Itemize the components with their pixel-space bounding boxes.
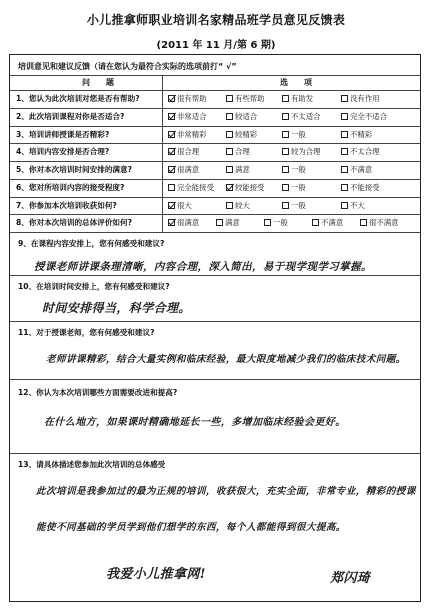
checkbox[interactable] [341,113,348,120]
rating-option-label: 不能接受 [350,182,380,192]
rating-question-4: 4、培训内容安排是否合理? [16,147,110,157]
rating-option-4-3[interactable] [282,148,321,155]
rating-option-label: 完全不适合 [350,111,387,121]
rating-question-5: 5、你对本次培训时间安排的满意? [16,165,132,174]
rating-option-label: 不太适合 [291,111,321,121]
rating-option-3-1[interactable] [168,131,207,138]
rating-option-label: 一般 [291,182,306,192]
rating-option-7-3[interactable] [282,202,306,209]
rating-option-6-3[interactable] [282,184,306,191]
answer-13-line-2: 能使不同基础的学员学到他们想学的东西，每个人都能得到很大提高。 [36,522,346,533]
rating-option-label: 有些帮助 [235,94,265,103]
checkbox[interactable] [341,131,348,138]
checkbox[interactable] [282,95,289,102]
checkbox[interactable] [282,184,289,191]
rating-question-1: 1、您认为此次培训对您是否有帮助? [16,94,140,103]
signature: 郑闪琦 [330,571,371,586]
checkbox[interactable] [282,148,289,155]
rating-option-4-4[interactable] [341,148,380,155]
rating-option-7-4[interactable] [341,202,365,209]
rating-option-3-2[interactable] [226,131,257,138]
rating-option-label: 一般 [291,200,306,210]
rating-option-label: 较精彩 [235,129,258,139]
checkbox[interactable] [226,131,233,138]
rating-option-label: 一般 [273,218,288,228]
rating-option-3-4[interactable] [341,131,372,138]
checkbox[interactable] [360,219,367,226]
rating-option-4-2[interactable] [226,148,250,155]
rating-option-label: 一般 [291,165,306,174]
rating-option-1-4[interactable] [341,95,380,102]
rating-option-2-3[interactable] [282,113,321,120]
rating-option-2-1[interactable] [168,113,207,120]
checkbox[interactable] [226,95,233,102]
rating-option-2-2[interactable] [226,113,257,120]
rating-question-6: 6、您对所培训内容的接受程度? [16,182,125,192]
rating-option-label: 很满意 [177,218,200,228]
rating-option-5-1[interactable] [168,166,199,173]
checkbox[interactable] [341,95,348,102]
rating-option-7-1[interactable] [168,202,192,209]
rating-question-8: 8、你对本次培训的总体评价如何? [16,218,132,228]
checkbox[interactable] [341,148,348,155]
checked-checkbox[interactable] [168,148,175,155]
rating-option-6-4[interactable] [341,184,380,191]
rating-option-8-1[interactable] [168,219,199,226]
checkbox[interactable] [264,219,271,226]
rating-option-label: 较为合理 [291,147,321,157]
column-header-question: 问 题 [82,78,114,87]
rating-option-label: 很不满意 [369,218,399,228]
form-subtitle: (2011 年 11 月/第 6 期) [156,40,276,51]
feedback-form [9,54,421,602]
rating-question-3: 3、培训讲师授课是否精彩? [16,129,110,139]
rating-option-7-2[interactable] [226,202,250,209]
checkbox[interactable] [341,184,348,191]
rating-option-label: 不太合理 [350,147,380,157]
checked-checkbox[interactable] [168,95,175,102]
checkbox[interactable] [282,113,289,120]
rating-option-6-1[interactable] [168,184,214,191]
rating-option-3-3[interactable] [282,131,306,138]
checkbox[interactable] [226,148,233,155]
rating-option-label: 不大 [350,200,365,210]
checked-checkbox[interactable] [168,166,175,173]
rating-option-5-4[interactable] [341,166,372,173]
checkbox[interactable] [226,166,233,173]
question-9: 9、在课程内容安排上，您有何感受和建议? [18,239,165,248]
checkbox[interactable] [282,166,289,173]
checkbox[interactable] [282,202,289,209]
rating-option-8-4[interactable] [312,219,343,226]
checkbox[interactable] [168,184,175,191]
answer-13-line-1: 此次培训是我参加过的最为正规的培训，收获很大，充实全面，非常专业，精彩的授课 [36,486,416,497]
checkbox[interactable] [226,202,233,209]
rating-option-label: 满意 [225,218,240,228]
checked-checkbox[interactable] [226,184,233,191]
rating-option-6-2[interactable] [226,184,265,191]
checked-checkbox[interactable] [168,113,175,120]
instruction-text: 培训意见和建议反馈（请在您认为最符合实际的选项前打“ √” [18,62,237,71]
answer-10: 时间安排得当，科学合理。 [42,301,191,315]
rating-option-1-2[interactable] [226,95,265,102]
checked-checkbox[interactable] [168,131,175,138]
rating-option-label: 不精彩 [350,129,373,139]
checked-checkbox[interactable] [168,219,175,226]
rating-option-label: 很合理 [177,147,200,157]
rating-option-2-4[interactable] [341,113,387,120]
rating-option-8-5[interactable] [360,219,399,226]
rating-question-7: 7、你参加本次培训收获如何? [16,200,117,210]
checked-checkbox[interactable] [168,202,175,209]
question-13: 13、请具体描述您参加此次培训的总体感受 [18,460,166,469]
closing-slogan: 我爱小儿推拿网! [106,567,206,582]
checkbox[interactable] [216,219,223,226]
rating-option-label: 有助发 [291,94,314,103]
rating-question-2: 2、此次培训课程对你是否适合? [16,111,125,121]
rating-option-label: 一般 [291,129,306,139]
rating-option-5-3[interactable] [282,166,306,173]
rating-option-label: 不满意 [350,165,373,174]
rating-option-label: 没有作用 [350,94,380,103]
question-12: 12、你认为本次培训哪些方面需要改进和提高? [18,388,178,397]
checkbox[interactable] [282,131,289,138]
rating-option-label: 非常精彩 [177,129,207,139]
answer-9: 授课老师讲课条理清晰，内容合理，深入简出，易于现学现学习掌握。 [34,261,372,273]
rating-option-label: 非常适合 [177,111,207,121]
rating-option-label: 不满意 [321,218,344,228]
rating-option-label: 很满意 [177,165,200,174]
answer-12: 在什么地方，如果课时精确地延长一些，多增加临床经验会更好。 [44,417,346,428]
checkbox[interactable] [341,166,348,173]
rating-option-5-2[interactable] [226,166,250,173]
question-11: 11、对于授课老师，您有何感受和建议? [18,328,155,337]
rating-option-label: 完全能接受 [177,182,214,192]
form-title: 小儿推拿师职业培训名家精品班学员意见反馈表 [86,13,346,27]
column-header-options: 选 项 [280,78,312,87]
question-10: 10、在培训时间安排上，您有何感受和建议? [18,282,170,291]
rating-option-1-3[interactable] [282,95,313,102]
rating-option-label: 很大 [177,200,192,210]
rating-option-label: 较适合 [235,111,258,121]
checkbox[interactable] [341,202,348,209]
rating-option-8-2[interactable] [216,219,240,226]
rating-option-1-1[interactable] [168,95,207,102]
rating-option-8-3[interactable] [264,219,288,226]
rating-option-4-1[interactable] [168,148,199,155]
rating-option-label: 较能接受 [235,182,265,192]
rating-option-label: 很有帮助 [177,94,207,103]
answer-11: 老师讲课精彩，结合大量实例和临床经验，最大限度地减少我们的临床技术问题。 [46,354,406,365]
rating-option-label: 较大 [235,200,250,210]
checkbox[interactable] [312,219,319,226]
rating-option-label: 合理 [235,147,250,157]
checkbox[interactable] [226,113,233,120]
rating-option-label: 满意 [235,165,250,174]
